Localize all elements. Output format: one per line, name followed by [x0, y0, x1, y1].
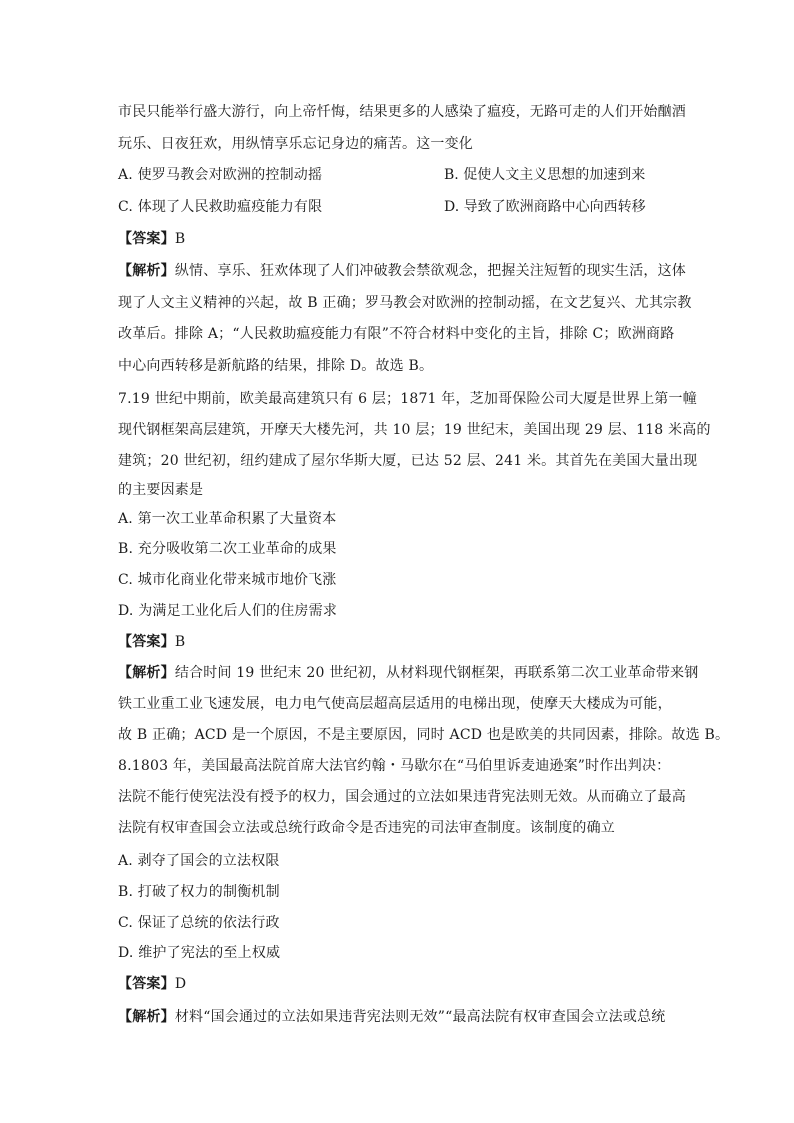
answer-value: D — [174, 976, 187, 992]
q8-option: A. 剥夺了国会的立法权限 — [118, 853, 280, 869]
q7-option: D. 为满足工业化后人们的住房需求 — [118, 603, 338, 619]
analysis-tag: 【解析】 — [118, 263, 175, 279]
analysis-text: 结合时间 19 世纪末 20 世纪初，从材料现代钢框架，再联系第二次工业革命带来钢 — [174, 665, 699, 681]
q6-analysis-line — [118, 261, 686, 281]
q8-answer — [118, 974, 186, 994]
q8-stem-line: 法院有权审查国会立法或总统行政命令是否违宪的司法审查制度。该制度的确立 — [118, 820, 615, 836]
analysis-tag: 【解析】 — [118, 1009, 175, 1025]
q8-stem-line: 法院不能行使宪法没有授予的权力，国会通过的立法如果违背宪法则无效。从而确立了最高 — [118, 789, 686, 805]
q6-analysis-line: 中心向西转移是新航路的结果，排除 D。故选 B。 — [118, 358, 434, 374]
q6-option-d: D. 导致了欧洲商路中心向西转移 — [444, 199, 646, 215]
q6-stem-line: 市民只能举行盛大游行，向上帝忏悔，结果更多的人感染了瘟疫，无路可走的人们开始酗酒 — [118, 104, 686, 120]
analysis-text: 材料“国会通过的立法如果违背宪法则无效”“最高法院有权审查国会立法或总统 — [174, 1009, 666, 1025]
answer-tag: 【答案】 — [118, 634, 175, 650]
analysis-tag: 【解析】 — [118, 665, 175, 681]
q7-stem-line: 7.19 世纪中期前，欧美最高建筑只有 6 层；1871 年，芝加哥保险公司大厦是世界上第一幢 — [118, 391, 697, 407]
q6-answer — [118, 229, 185, 249]
q8-stem-line: 8.1803 年，美国最高法院首席大法官约翰・马歇尔在“马伯里诉麦迪逊案”时作出判决： — [118, 758, 671, 774]
answer-tag: 【答案】 — [118, 976, 175, 992]
q8-option: B. 打破了权力的制衡机制 — [118, 884, 280, 900]
q7-stem-line: 的主要因素是 — [118, 482, 204, 498]
answer-value: B — [174, 634, 186, 650]
q7-option: C. 城市化商业化带来城市地价飞涨 — [118, 572, 337, 588]
q8-option: D. 维护了宪法的至上权威 — [118, 945, 281, 961]
q6-option-a: A. 使罗马教会对欧洲的控制动摇 — [118, 167, 323, 183]
q7-stem-line: 现代钢框架高层建筑，开摩天大楼先河，共 10 层；19 世纪末，美国出现 29 层、118 米高的 — [118, 422, 711, 438]
q6-stem-line: 玩乐、日夜狂欢，用纵情享乐忘记身边的痛苦。这一变化 — [118, 136, 473, 152]
q7-analysis-line: 故 B 正确；ACD 是一个原因，不是主要原因，同时 ACD 也是欧美的共同因素，排除。故选 B。 — [118, 727, 730, 743]
q6-option-c: C. 体现了人民救助瘟疫能力有限 — [118, 199, 323, 215]
q6-option-b: B. 促使人文主义思想的加速到来 — [444, 167, 646, 183]
q7-option: A. 第一次工业革命积累了大量资本 — [118, 511, 337, 527]
q6-analysis-line: 改革后。排除 A；“人民救助瘟疫能力有限”不符合材料中变化的主旨，排除 C；欧洲商路 — [118, 326, 675, 342]
q8-analysis-line — [118, 1007, 665, 1027]
analysis-text: 纵情、享乐、狂欢体现了人们冲破教会禁欲观念，把握关注短暂的现实生活，这体 — [174, 263, 687, 279]
q7-analysis-line — [118, 663, 698, 683]
q6-analysis-line: 现了人文主义精神的兴起，故 B 正确；罗马教会对欧洲的控制动摇，在文艺复兴、尤其宗教 — [118, 295, 692, 311]
q7-answer — [118, 632, 185, 652]
q7-analysis-line: 铁工业重工业飞速发展，电力电气使高层超高层适用的电梯出现，使摩天大楼成为可能， — [118, 696, 672, 712]
q8-option: C. 保证了总统的依法行政 — [118, 915, 280, 931]
q7-stem-line: 建筑；20 世纪初，纽约建成了屋尔华斯大厦，已达 52 层、241 米。其首先在美国大量出现 — [118, 453, 698, 469]
answer-tag: 【答案】 — [118, 231, 175, 247]
answer-value: B — [174, 231, 186, 247]
q7-option: B. 充分吸收第二次工业革命的成果 — [118, 541, 337, 557]
